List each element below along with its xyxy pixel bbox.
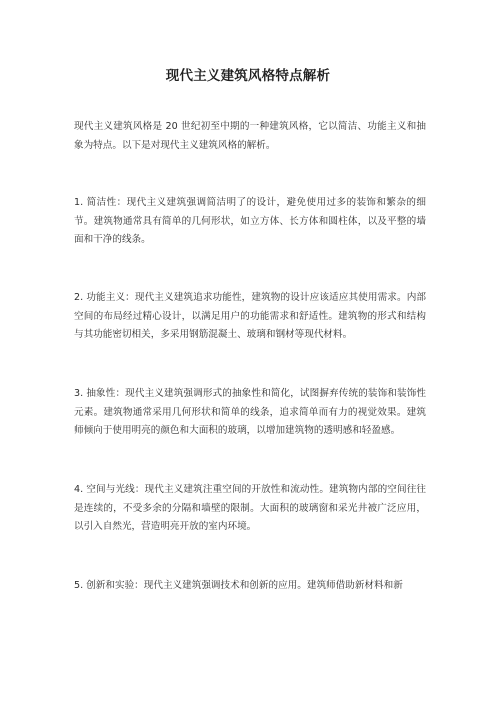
paragraph-innovation: 5. 创新和实验：现代主义建筑强调技术和创新的应用。建筑师借助新材料和新 (74, 580, 403, 591)
paragraph-functionalism: 2. 功能主义：现代主义建筑追求功能性，建筑物的设计应该适应其使用需求。内部空间的布局经过精心设计，以满足用户的功能需求和舒适性。建筑物的形式和结构与其功能密切相关，多采用钢筋混凝土、玻璃和钢材等现代材料。 (74, 292, 426, 341)
paragraph-simplicity: 1. 简洁性：现代主义建筑强调简洁明了的设计，避免使用过多的装饰和繁杂的细节。建筑物通常具有简单的几何形状，如立方体、长方体和圆柱体，以及平整的墙面和干净的线条。 (74, 197, 426, 246)
paragraph-space-light: 4. 空间与光线：现代主义建筑注重空间的开放性和流动性。建筑物内部的空间往往是连续的，不受多余的分隔和墙壁的限制。大面积的玻璃窗和采光井被广泛应用，以引入自然光，营造明亮开放的室内环境。 (74, 484, 426, 533)
intro-paragraph: 现代主义建筑风格是 20 世纪初至中期的一种建筑风格，它以简洁、功能主义和抽象为特点。以下是对现代主义建筑风格的解析。 (74, 121, 426, 151)
paragraph-abstraction: 3. 抽象性：现代主义建筑强调形式的抽象性和简化，试图摒弃传统的装饰和装饰性元素。建筑物通常采用几何形状和简单的线条，追求简单而有力的视觉效果。建筑师倾向于使用明亮的颜色和大面积的玻璃，以增加建筑物的透明感和轻盈感。 (74, 388, 426, 437)
document-title: 现代主义建筑风格特点解析 (165, 68, 331, 84)
